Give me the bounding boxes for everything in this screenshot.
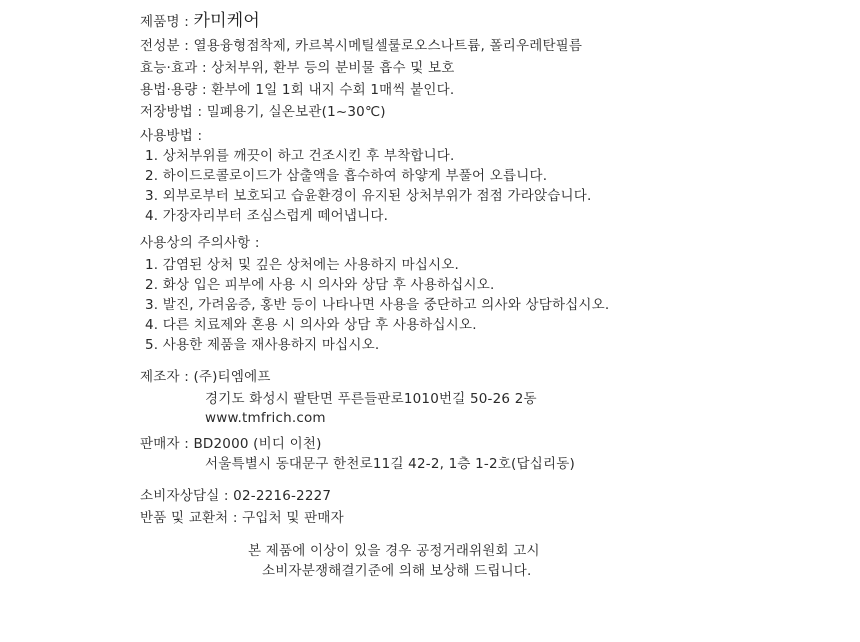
dosage-line: 용법·용량 : 환부에 1일 1회 내지 수회 1매씩 붙인다. [140,82,455,98]
manufacturer-address: 경기도 화성시 팔탄면 푸른들판로1010번길 50-26 2동 [205,391,537,407]
seller-address: 서울특별시 동대문구 한천로11길 42-2, 1층 1-2호(답십리동) [205,456,575,472]
notice-line-2: 소비자분쟁해결기준에 의해 보상해 드립니다. [262,563,532,579]
usage-item: 2. 하이드로콜로이드가 삼출액을 흡수하여 하얗게 부풀어 오릅니다. [145,168,548,184]
usage-item: 4. 가장자리부터 조심스럽게 떼어냅니다. [145,208,389,224]
usage-heading: 사용방법 : [140,128,203,144]
returns-info: 반품 및 교환처 : 구입처 및 판매자 [140,510,344,526]
caution-item: 2. 화상 입은 피부에 사용 시 의사와 상담 후 사용하십시오. [145,277,495,293]
caution-item: 3. 발진, 가려움증, 홍반 등이 나타나면 사용을 중단하고 의사와 상담하십시오. [145,297,610,313]
product-name-line [140,11,260,32]
manufacturer-line: 제조자 : (주)티엠에프 [140,369,271,385]
efficacy-line: 효능·효과 : 상처부위, 환부 등의 분비물 흡수 및 보호 [140,60,455,76]
caution-item: 5. 사용한 제품을 재사용하지 마십시오. [145,337,380,353]
manufacturer-website: www.tmfrich.com [205,410,326,426]
storage-line: 저장방법 : 밀폐용기, 실온보관(1~30℃) [140,104,386,120]
usage-item: 1. 상처부위를 깨끗이 하고 건조시킨 후 부착합니다. [145,148,455,164]
caution-item: 4. 다른 치료제와 혼용 시 의사와 상담 후 사용하십시오. [145,317,477,333]
cautions-heading: 사용상의 주의사항 : [140,235,260,251]
notice-line-1: 본 제품에 이상이 있을 경우 공정거래위원회 고시 [248,543,540,559]
seller-line: 판매자 : BD2000 (비디 이천) [140,436,322,452]
product-name: 카미케어 [193,11,260,31]
product-name-label: 제품명 : [140,14,194,30]
consumer-contact: 소비자상담실 : 02-2216-2227 [140,488,332,504]
usage-item: 3. 외부로부터 보호되고 습윤환경이 유지된 상처부위가 점점 가라앉습니다. [145,188,592,204]
ingredients-line: 전성분 : 열용융형점착제, 카르복시메틸셀룰로오스나트륨, 폴리우레탄필름 [140,38,583,54]
caution-item: 1. 감염된 상처 및 깊은 상처에는 사용하지 마십시오. [145,257,460,273]
